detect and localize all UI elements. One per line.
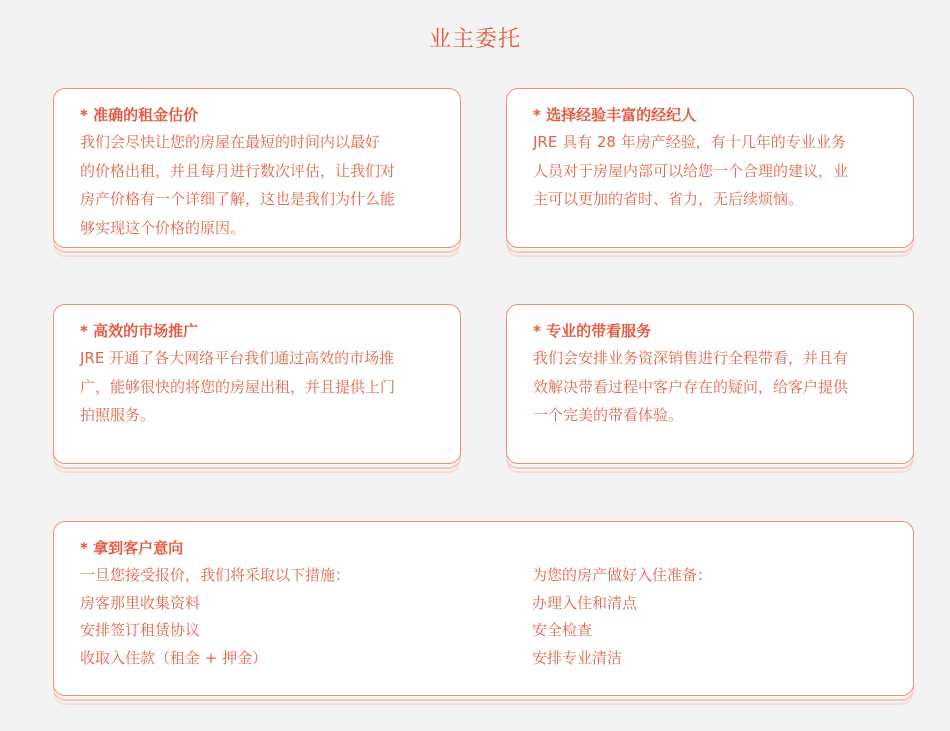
measure-item: 安排签订租赁协议	[80, 621, 201, 639]
card-line: 我们会尽快让您的房屋在最短的时间内以最好	[80, 133, 381, 151]
card-line: 我们会安排业务资深销售进行全程带看，并且有	[533, 349, 849, 367]
card-line: 房产价格有一个详细了解，这也是我们为什么能	[80, 190, 396, 208]
measures-column	[80, 562, 532, 672]
card-line: 广，能够很快的将您的房屋出租，并且提供上门	[80, 377, 396, 396]
card-line: 效解决带看过程中客户存在的疑问，给客户提供	[533, 377, 849, 396]
card-body	[533, 128, 913, 214]
card-body	[80, 344, 460, 430]
card-line: 一个完美的带看体验。	[533, 406, 684, 424]
card-body	[533, 344, 913, 430]
card-line: 的价格出租，并且每月进行数次评估，让我们对	[80, 161, 396, 180]
card-title: * 选择经验丰富的经纪人	[533, 106, 697, 124]
prep-column	[532, 562, 913, 672]
measures-heading: 一旦您接受报价，我们将采取以下措施：	[80, 566, 351, 584]
measure-item: 收取入住款（租金 + 押金）	[80, 648, 268, 667]
card-title: * 专业的带看服务	[533, 322, 652, 340]
card-title: * 准确的租金估价	[80, 106, 199, 124]
card-columns	[80, 562, 913, 672]
card-line: 够实现这个价格的原因。	[80, 218, 246, 237]
card-accurate-rent-estimate	[53, 88, 461, 248]
prep-heading: 为您的房产做好入住准备：	[532, 566, 713, 584]
card-line: JRE 具有 28 年房产经验，有十几年的专业业务	[533, 133, 846, 151]
prep-item: 安全检查	[532, 621, 593, 639]
card-line: 拍照服务。	[80, 406, 156, 424]
page-title: 业主委托	[428, 27, 521, 52]
card-title: * 高效的市场推广	[80, 322, 199, 340]
card-line: 人员对于房屋内部可以给您一个合理的建议，业	[533, 161, 849, 180]
card-experienced-agent	[506, 88, 914, 248]
card-body	[80, 128, 460, 242]
card-title: * 拿到客户意向	[80, 539, 184, 557]
card-client-intent	[53, 521, 914, 696]
card-professional-viewing	[506, 304, 914, 464]
prep-item: 安排专业清洁	[532, 648, 623, 667]
card-line: 主可以更加的省时、省力，无后续烦恼。	[533, 190, 804, 208]
measure-item: 房客那里收集资料	[80, 593, 201, 612]
card-efficient-marketing	[53, 304, 461, 464]
card-line: JRE 开通了各大网络平台我们通过高效的市场推	[80, 349, 395, 367]
prep-item: 办理入住和清点	[532, 593, 638, 612]
